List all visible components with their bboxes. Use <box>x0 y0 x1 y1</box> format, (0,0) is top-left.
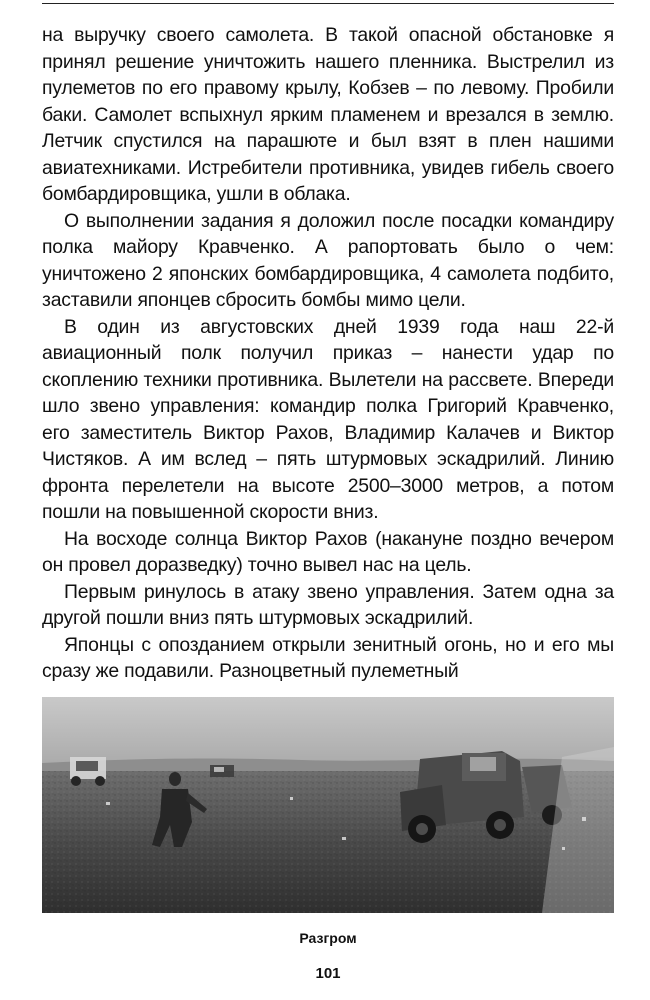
paragraph-2: О выполнении задания я доложил после посадки командиру полка майору Кравченко. А рапортовать было о чем: уничтожено 2 японских бомбардировщика, 4 самолета подбито, заставили японцев сбросить бомбы мимо цели. <box>42 209 614 311</box>
page-number: 101 <box>315 965 341 982</box>
paragraph-5: Первым ринулось в атаку звено управления. Затем одна за другой пошли вниз пять штурмовых эскадрилий. <box>42 580 614 629</box>
body-text <box>42 22 614 685</box>
paragraph-6: Японцы с опозданием открыли зенитный огонь, но и его мы сразу же подавили. Разноцветный пулеметный <box>42 633 614 682</box>
paragraph-4: На восходе солнца Виктор Рахов (накануне поздно вечером он провел доразведку) точно вывел нас на цель. <box>42 527 614 576</box>
distant-vehicle <box>210 765 234 777</box>
top-rule <box>42 3 614 4</box>
battlefield-photo <box>42 697 614 913</box>
photo-sky <box>42 697 614 769</box>
paragraph-1: на выручку своего самолета. В такой опасной обстановке я принял решение уничтожить нашего пленника. Выстрелил из пулеметов по его правому крылу, Кобзев – по левому. Пробили баки. Самолет вспыхнул ярким пламенем и врезался в землю. Летчик спустился на парашюте и был взят в плен нашими авиатехниками. Истребители противника, увидев гибель своего бомбардировщика, ушли в облака. <box>42 24 614 205</box>
photo-caption: Разгром <box>299 930 357 946</box>
paragraph-3: В один из августовских дней 1939 года наш 22-й авиационный полк получил приказ – нанести удар по скоплению техники противника. Вылетели на рассвете. Впереди шло звено управления: командир полка Григорий Кравченко, его заместитель Виктор Рахов, Владимир Калачев и Виктор Чистяков. А им вслед – пять штурмовых эскадрилий. Линию фронта перелетели на высоте 2500–3000 метров, а потом пошли на повышенной скорости вниз. <box>42 315 614 523</box>
